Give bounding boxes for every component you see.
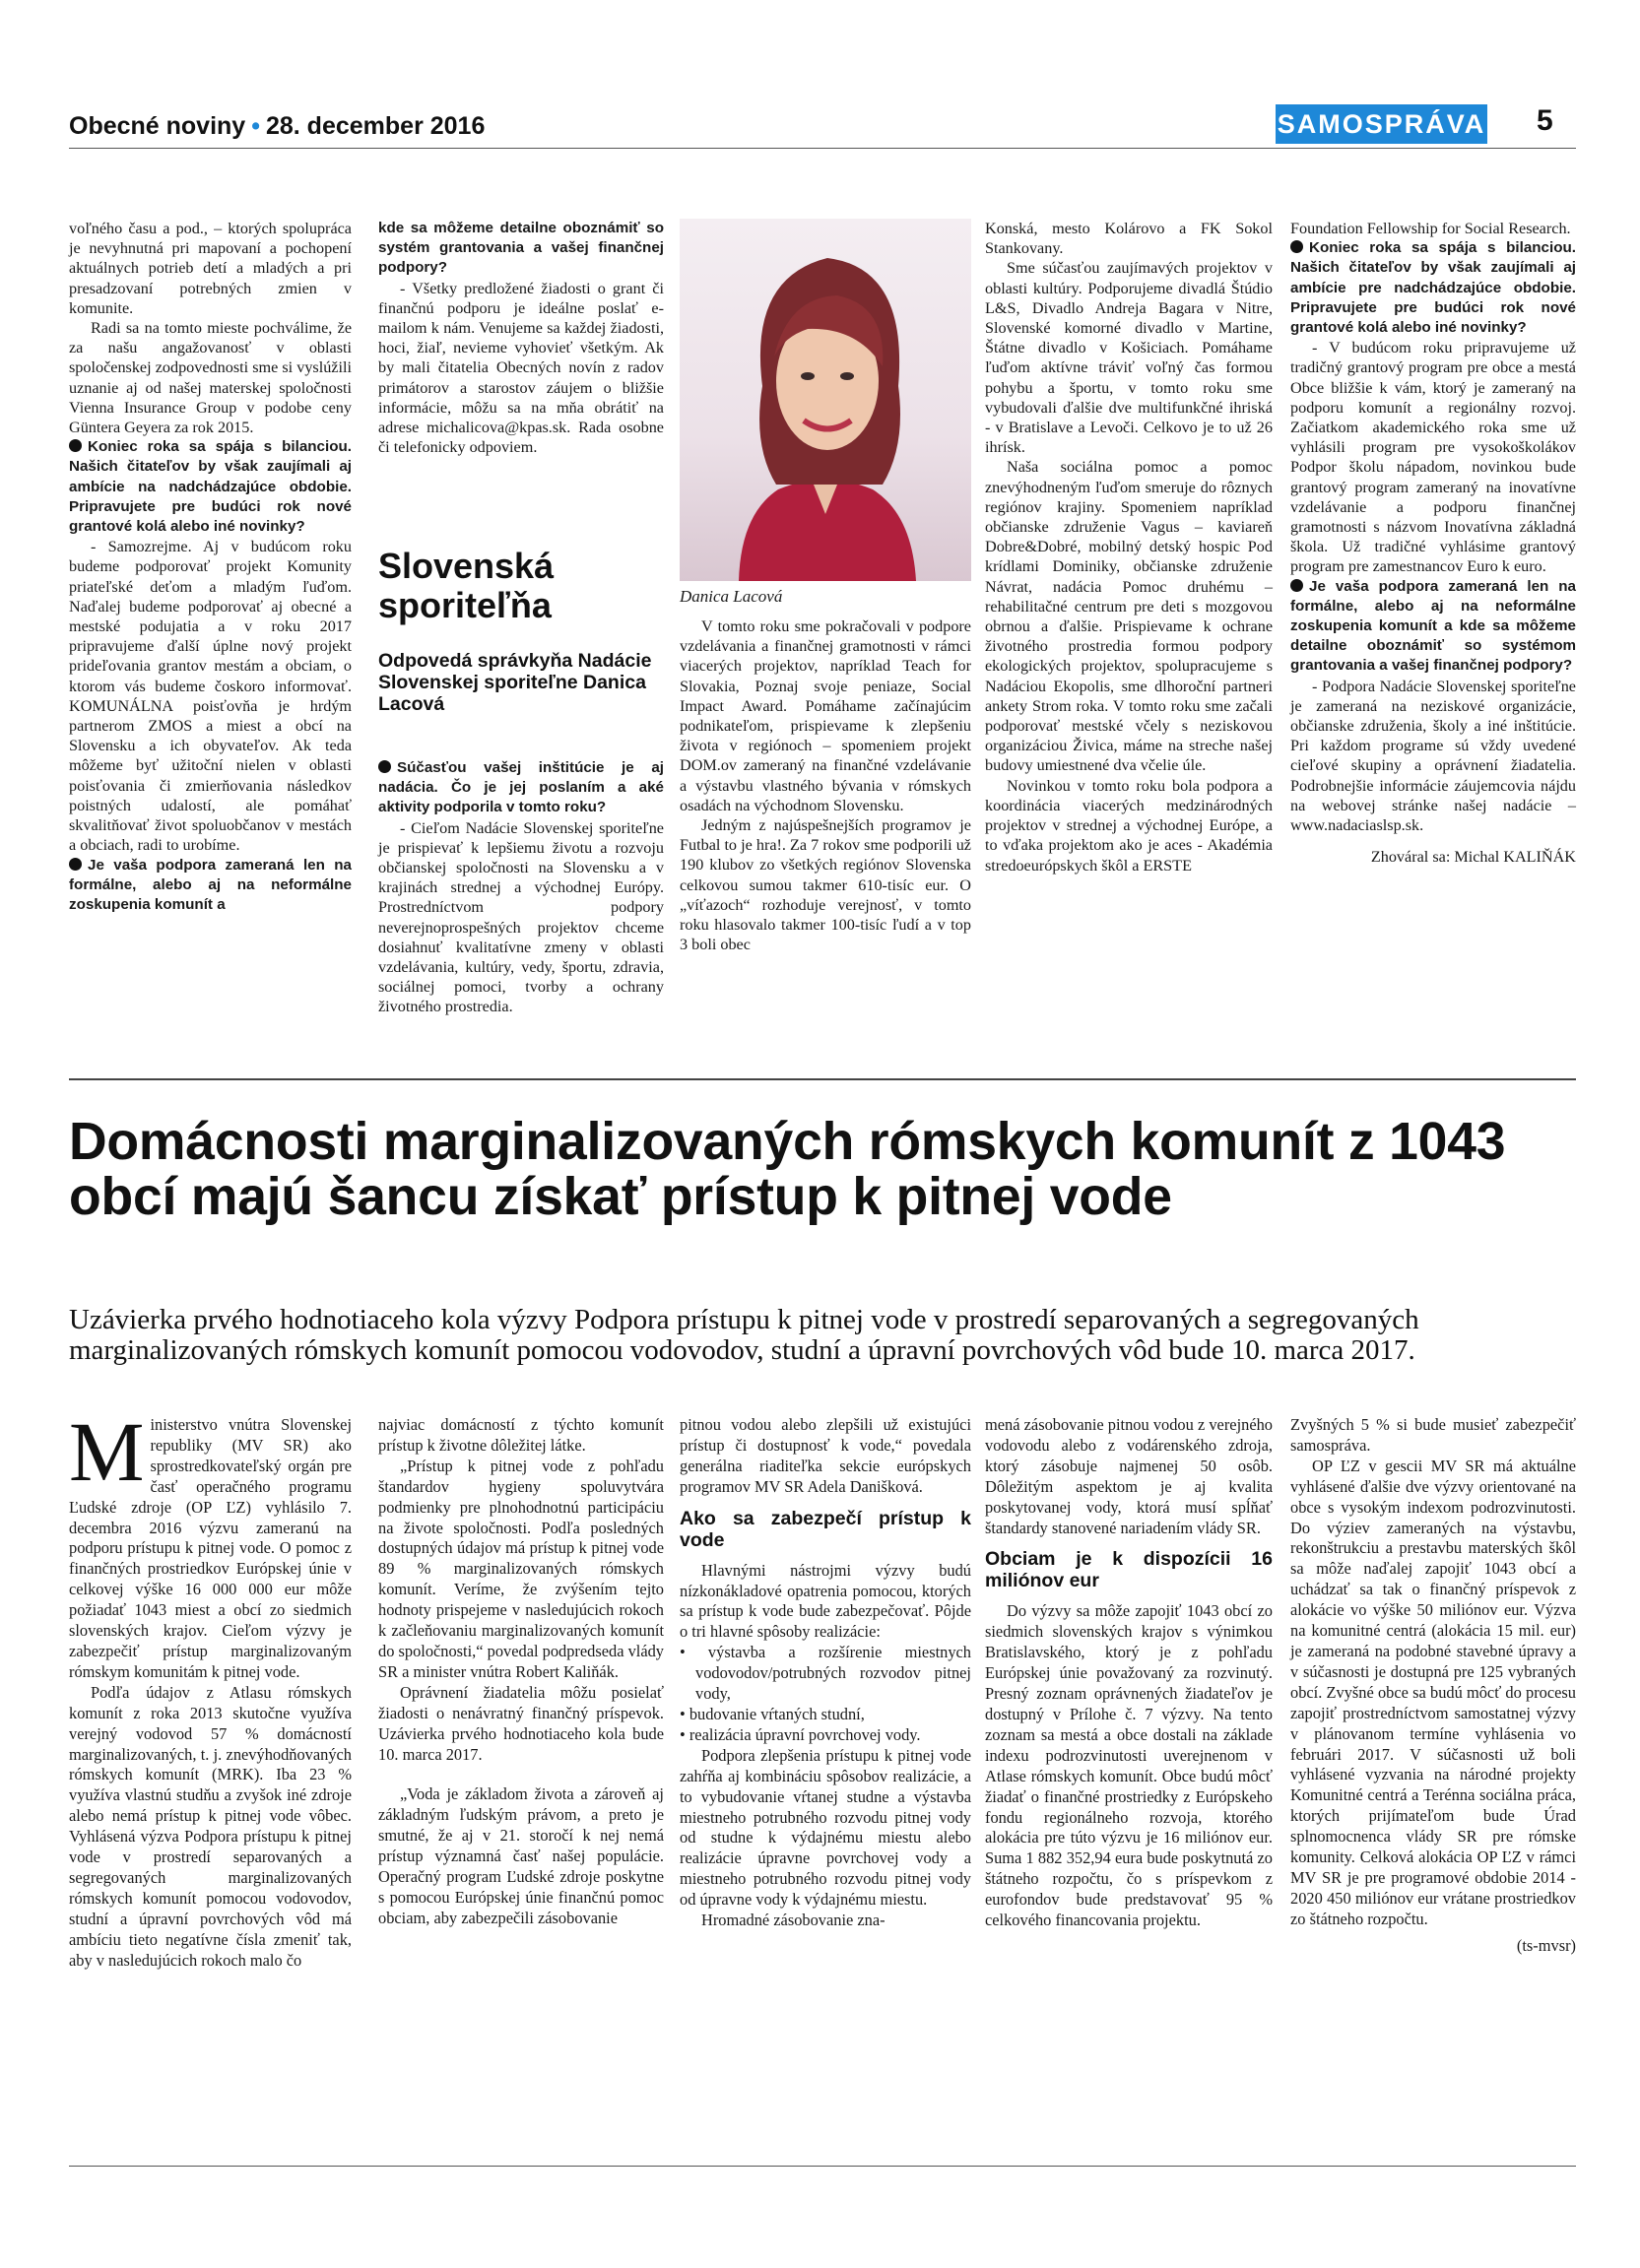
author-signature: Zhováral sa: Michal KALIŇÁK [1370, 848, 1576, 867]
paragraph: Podpora zlepšenia prístupu k pitnej vode zahŕňa aj kombináciu spôsobov realizácie, a to vybudovanie vŕtanej studne a výstavba miestneho potrubného rozvodu pitnej vody od studne k výdajnému miestu alebo realizácie úpravne povrchovej vody a miestneho potrubného rozvodu pitnej vody od úpravne vody k výdajnému miestu. [680, 1745, 971, 1910]
list-item: • budovanie vŕtaných studní, [680, 1705, 971, 1725]
sidebar-title: Slovenská sporiteľňa [378, 546, 555, 625]
answer: - V budúcom roku pripravujeme už tradičný grantový program pre obce a mestá Obce bližšie k vám, ktorý je zameraný na podporu komunít a regionálny rozvoj. Začiatkom akademického roka sme už vyhlásili program pre vysokoškolákov Podpor školu nápadom, novinkou bude grantový program zameraný na inovatívne vzdelávanie a podporu finančnej gramotnosti s názvom Inovatívna základná škola. Už tradičné vyhlásime grantový program pre zamestnancov Euro k euro. [1290, 339, 1576, 576]
footer-rule [69, 2166, 1576, 2167]
list-item: • výstavba a rozšírenie miestnych vodovodov/potrubných rozvodov pitnej vody, [680, 1643, 971, 1705]
article-headline: Domácnosti marginalizovaných rómskych komunít z 1043 obcí majú šancu získať prístup k pitnej vode [69, 1113, 1506, 1226]
paragraph: mená zásobovanie pitnou vodou z verejného vodovodu alebo z vodárenského zdroja, ktorý zásobuje najmenej 50 osôb. Dôležitým aspektom je aj kvalita poskytovanej vody, ktorá musí spĺňať štandardy stanovené nariadením vlády SR. [985, 1415, 1273, 1537]
page-number: 5 [1537, 104, 1553, 137]
paragraph: Sme súčasťou zaujímavých projektov v oblasti kultúry. Podporujeme divadlá Štúdio L&S, Divadlo Andreja Bagara v Nitre, Slovenské komorné divadlo v Martine, Štátne divadlo v Košiciach. Pomáhame ľuďom aktívne tráviť voľný čas formou pohybu a športu, v tomto roku sme vybudovali ďalšie dve multifunkčné ihriská - v Bratislave a Levoči. Celkovo je to už 26 ihrísk. [985, 259, 1273, 457]
interview-column-5 [1290, 219, 1576, 868]
interview-column-1 [69, 219, 352, 915]
interview-column-4 [985, 219, 1273, 875]
question: Je vaša podpora zameraná len na formálne, alebo aj na neformálne zoskupenia komunít a [69, 856, 352, 913]
paragraph: Ministerstvo vnútra Slovenskej republiky (MV SR) ako sprostredkovateľský orgán pre časť operačného programu Ľudské zdroje (OP ĽZ) vyhlásilo 7. decembra 2016 výzvu zameranú na podporu prístupu k pitnej vode. O pomoc z finančných prostriedkov Európskej únie v celkovej výške 16 000 000 eur môže požiadať 1043 miest a obcí zo siedmich slovenských krajov. Cieľom výzvy je zabezpečiť prístup marginalizovaným rómskym komunitám k pitnej vode. [69, 1404, 352, 1681]
paragraph: Zvyšných 5 % si bude musieť zabezpečiť samospráva. [1290, 1415, 1576, 1455]
article-column-4 [985, 1415, 1273, 1931]
sidebar-subtitle: Odpovedá správkyňa Nadácie Slovenskej sporiteľne Danica Lacová [378, 650, 652, 715]
article-column-5 [1290, 1415, 1576, 1957]
bullet-icon [378, 760, 391, 773]
paragraph: Naša sociálna pomoc a pomoc znevýhodneným ľuďom smeruje do rôznych regiónov krajiny. Spomeniem napríklad občianske združenie Vagus – kaviareň Dobre&Dobré, mobilný detský hospic Pod krídlami Dominiky, občianske združenie Návrat, nadácia Pomoc druhému – rehabilitačné centrum pre deti s mozgovou obrnou a ďalšie. Prispievame k ochrane životného prostredia formou podpory ekologických projektov, spolupracujeme s Nadáciou Ekopolis, sme dlhoroční partneri ankety Strom roka. V tomto roku sme začali podporovať mestské včely s neziskovou organizáciou Živica, máme na streche našej budovy umiestnené dva včelie úle. [985, 458, 1273, 775]
question: Koniec roka sa spája s bilanciou. Našich čitateľov by však zaujímali aj ambície na nadchádzajúce obdobie. Pripravujete pre budúci rok nové grantové kolá alebo iné novinky? [69, 438, 352, 536]
question-continued: kde sa môžeme detailne oboznámiť so systém grantovania a vašej finančnej podpory? [378, 220, 664, 277]
paragraph: Konská, mesto Kolárovo a FK Sokol Stankovany. [985, 220, 1273, 258]
page-header [69, 112, 485, 141]
answer: - Podpora Nadácie Slovenskej sporiteľne je zameraná na neziskové organizácie, občianske združenia, školy a iné inštitúcie. Pri každom programe sú vždy uvedené cieľové skupiny a oprávnení žiadatelia. Podrobnejšie informácie záujemcovia nájdu na webovej stránke našej nadácie – www.nadaciaslsp.sk. [1290, 677, 1576, 835]
question: Súčasťou vašej inštitúcie je aj nadácia. Čo je jej poslaním a aké aktivity podporila v tomto roku? [378, 759, 664, 816]
paragraph: V tomto roku sme pokračovali v podpore vzdelávania a finančnej gramotnosti v rámci viacerých projektov, napríklad Teach for Slovakia, Poznaj svoje peniaze, Social Impact Award. Pomáhame začínajúcim podnikateľom, prispievame k zlepšeniu života v regiónoch – spomeniem projekt DOM.ov zameraný na finančné vzdelávanie a výstavbu vlastného bývania v rómskych osadách na východnom Slovensku. [680, 617, 971, 814]
paragraph: Oprávnení žiadatelia môžu posielať žiadosti o nenávratný finančný príspevok. Uzávierka prvého hodnotiaceho kola bude 10. marca 2017. [378, 1682, 664, 1764]
paragraph: „Voda je základom života a zároveň aj základným ľudským právom, a preto je smutné, že aj v 21. storočí k nej nemá prístup významná časť našej populácie. Operačný program Ľudské zdroje poskytne s pomocou Európskej únie finančnú pomoc obciam, aby zabezpečili zásobovanie [378, 1784, 664, 1927]
drop-cap: M [69, 1404, 145, 1499]
bullet-icon [1290, 579, 1303, 592]
bullet-icon [69, 858, 82, 871]
paragraph: Do výzvy sa môže zapojiť 1043 obcí zo siedmich slovenských krajov s výnimkou Bratislavského, ktorý je z pohľadu Európskej únie považovaný za rozvinutý. Presný zoznam oprávnených žiadateľov je dostupný v Prílohe č. 7 výzvy. Na tento zoznam sa mestá a obce dostali na základe indexu podrozvinutosti uverejnenom v Atlase rómskych komunít. Obce budú môcť žiadať o finančné prostriedky z Európskeho fondu regionálneho rozvoja, ktorého alokácia pre túto výzvu je 16 miliónov eur. Suma 1 882 352,94 eura bude poskytnutá zo štátneho rozpočtu, čo s príspevkom z eurofondov bude predstavovať 95 % celkového financovania projektu. [985, 1601, 1273, 1930]
answer: - Cieľom Nadácie Slovenskej sporiteľne je prispievať k lepšiemu životu a rozvoju občianskej spoločnosti na Slovensku a v krajinách strednej a východnej Európy. Prostredníctvom podpory neverejnoprospešných projektov chceme dosiahnuť kvalitatívne zmeny v oblasti vzdelávania, kultúry, vedy, športu, zdravia, sociálnej pomoci, tvorby a ochrany životného prostredia. [378, 818, 664, 1016]
question: Koniec roka sa spája s bilanciou. Našich čitateľov by však zaujímali aj ambície pre nadchádzajúce obdobie. Pripravujete pre budúci rok nové grantové kolá alebo iné novinky? [1290, 239, 1576, 337]
issue-date: 28. december 2016 [265, 112, 486, 140]
article-column-3 [680, 1415, 971, 1931]
paragraph: najviac domácností z týchto komunít prístup k životne dôležitej látke. [378, 1415, 664, 1455]
interview-column-3 [680, 616, 971, 954]
article-lead: Uzávierka prvého hodnotiaceho kola výzvy Podpora prístupu k pitnej vode v prostredí separovaných a segregovaných marginalizovaných rómskych komunít pomocou vodovodov, studní a úpravní povrchových vôd bude 10. marca 2017. [69, 1304, 1419, 1366]
portrait-photo [680, 219, 971, 581]
subheading: Ako sa zabezpečí prístup k vode [680, 1507, 971, 1551]
paragraph: Jedným z najúspešnejších programov je Futbal to je hra!. Za 7 rokov sme podporili už 190 klubov zo všetkých regiónov Slovenska celkovou sumou takmer 610-tisíc eur. O „víťazoch“ rozhoduje verejnosť, v tomto roku hlasovalo takmer 100-tisíc ľudí a v top 3 boli obec [680, 816, 971, 954]
header-rule [69, 148, 1576, 149]
bullet-icon [1290, 240, 1303, 253]
paragraph: Radi sa na tomto mieste pochválime, že za našu angažovanosť v oblasti spoločenskej zodpovednosti sme si vyslúžili uznanie aj od našej materskej spoločnosti Vienna Insurance Group v podobe ceny Güntera Geyera za rok 2015. [69, 319, 352, 437]
photo-caption: Danica Lacová [680, 587, 783, 606]
article-column-1 [69, 1404, 352, 1971]
author-signature: (ts-mvsr) [1516, 1935, 1576, 1955]
paragraph: voľného času a pod., – ktorých spolupráca je nevyhnutná pri mapovaní a pochopení aktuálnych potrieb detí a mladých a pri presadzovaní potrebných zmien v komunite. [69, 220, 352, 317]
section-divider [69, 1078, 1576, 1080]
paragraph: „Prístup k pitnej vode z pohľadu štandardov hygieny spoluvytvára podmienky pre plnohodnotnú participáciu na živote spoločnosti. Podľa posledných dostupných údajov má prístup k pitnej vode 89 % marginalizovaných rómskych komunít. Veríme, že zvýšením tejto hodnoty prispejeme v nasledujúcich rokoch k začleňovaniu marginalizovaných komunít do spoločnosti,“ povedal podpredseda vlády SR a minister vnútra Robert Kaliňák. [378, 1456, 664, 1681]
separator-dot: • [251, 112, 260, 140]
section-label: SAMOSPRÁVA [1276, 104, 1487, 144]
bullet-icon [69, 439, 82, 452]
paragraph: Hlavnými nástrojmi výzvy budú nízkonákladové opatrenia pomocou, ktorých sa prístup k vode bude zabezpečovať. Pôjde o tri hlavné spôsoby realizácie: [680, 1560, 971, 1642]
paragraph: pitnou vodou alebo zlepšili už existujúci prístup či dostupnosť k vode,“ povedala generálna riaditeľka sekcie európskych programov MV SR Adela Danišková. [680, 1415, 971, 1496]
bullet-list [680, 1643, 971, 1746]
answer: - Všetky predložené žiadosti o grant či finančnú podporu je ideálne poslať e-mailom k nám. Venujeme sa každej žiadosti, hoci, žiaľ, nevieme vyhovieť všetkým. Ak by mali čitatelia Obecných novín z radov primátorov a starostov záujem o bližšie informácie, môžu sa na mňa obrátiť na adrese michalicova@kpas.sk. Rada osobne či telefonicky odpoviem. [378, 279, 664, 457]
paragraph: Podľa údajov z Atlasu rómskych komunít z roka 2013 skutočne využíva verejný vodovod 57 % domácností marginalizovaných, t. j. znevýhodňovaných rómskych komunít (MRK). Iba 23 % využíva vlastnú studňu a zvyšok iné zdroje alebo nemá prístup k pitnej vode vôbec. Vyhlásená výzva Podpora prístupu k pitnej vode v prostredí separovaných a segregovaných marginalizovaných rómskych komunít pomocou vodovodov, studní a úpravní povrchových vôd má ambíciu tieto negatívne čísla zmeniť tak, aby v nasledujúcich rokoch malo čo [69, 1682, 352, 1970]
portrait-image [680, 219, 971, 581]
subheading: Obciam je k dispozícii 16 miliónov eur [985, 1548, 1273, 1592]
paper-name: Obecné noviny [69, 112, 246, 140]
interview-column-2b [378, 758, 664, 1017]
paragraph: Foundation Fellowship for Social Research. [1290, 220, 1571, 237]
interview-column-2 [378, 219, 664, 457]
list-item: • realizácia úpravní povrchovej vody. [680, 1725, 971, 1746]
article-column-2 [378, 1415, 664, 1929]
paragraph: Hromadné zásobovanie zna- [701, 1911, 886, 1930]
question: Je vaša podpora zameraná len na formálne, alebo aj na neformálne zoskupenia komunít a kde sa môžeme detailne oboznámiť so systémom grantovania a vašej finančnej podpory? [1290, 577, 1576, 675]
paragraph: OP ĽZ v gescii MV SR má aktuálne vyhlásené ďalšie dve výzvy orientované na obce s vysokým indexom podrozvinutosti. Do výziev zameraných na výstavbu, rekonštrukciu a prestavbu materských škôl sa môže naďalej zapojiť 1043 obcí a uchádzať sa tak o finančný príspevok z alokácie vo výške 50 miliónov eur. Výzva na komunitné centrá (alokácia 15 mil. eur) je zameraná na podobné stavebné úpravy a v súčasnosti je dostupná pre 125 vybraných obcí. Zvyšné obce sa budú môcť do procesu zapojiť prostredníctvom samostatnej výzvy v plánovanom termíne vyhlásenia vo februári 2017. V súčasnosti už boli vyhlásené vyzvania na národné projekty Komunitné centrá a Terénna sociálna práca, ktorých prijímateľom bude Úrad splnomocnenca vlády SR pre rómske komunity. Celková alokácia OP ĽZ v rámci MV SR je pre programové obdobie 2014 - 2020 450 miliónov eur vrátane prostriedkov zo štátneho rozpočtu. [1290, 1456, 1576, 1928]
paragraph: Novinkou v tomto roku bola podpora a koordinácia viacerých medzinárodných projektov v strednej a východnej Európe, a to vďaka projektom ako je aces - Akadémia stredoeurópskych škôl a ERSTE [985, 776, 1273, 875]
answer: - Samozrejme. Aj v budúcom roku budeme podporovať projekt Komunity priateľské deťom a mladým ľuďom. Naďalej budeme podporovať aj obecné a mestské podujatia a v roku 2017 pripravujeme ďalší úplne nový projekt prideľovania grantov mestám a obciam, o ktorom vás budeme čoskoro informovať. KOMUNÁLNA poisťovňa je hrdým partnerom ZMOS a miest a obcí na Slovensku a ich obyvateľov. Ak teda môžeme byť užitoční nielen v oblasti poisťovania či zmierňovania následkov poistných udalostí, ale pomáhať skvalitňovať život spoluobčanov v mestách a obciach, radi to urobíme. [69, 538, 352, 855]
